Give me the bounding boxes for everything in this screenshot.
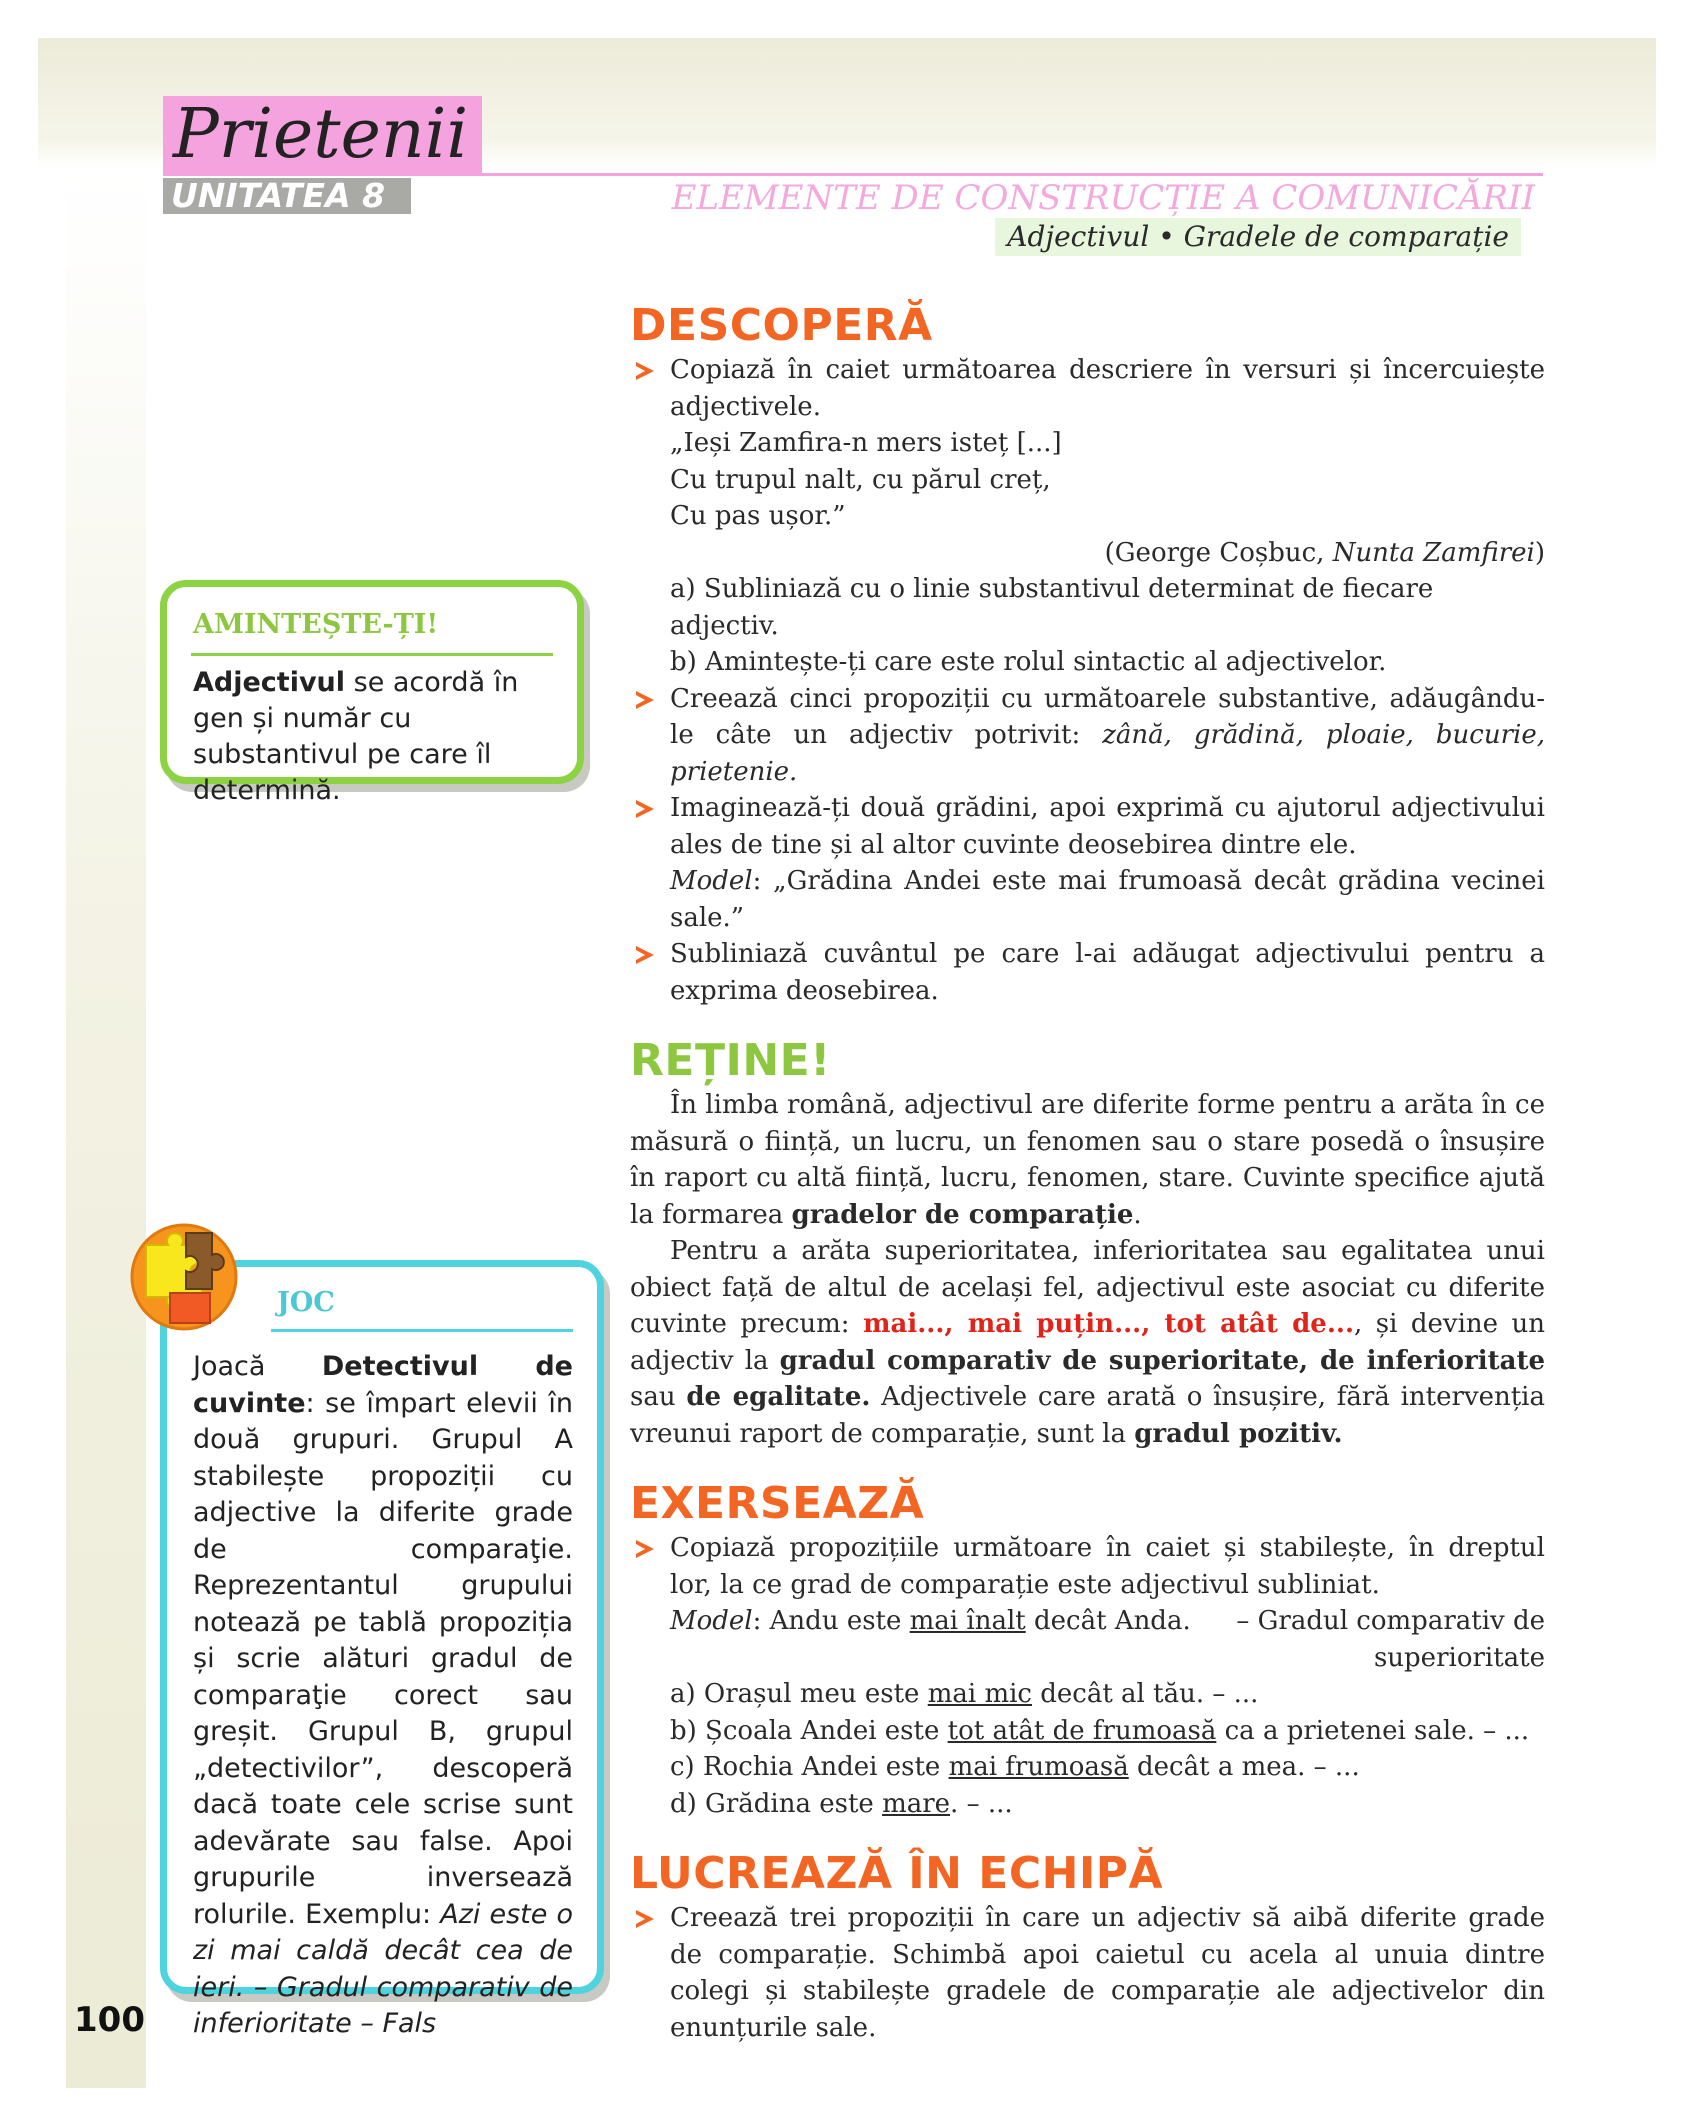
heading-exerseaza: EXERSEAZĂ	[630, 1478, 925, 1529]
game-box	[160, 1260, 604, 2039]
game-bold: Detectivul de cuvinte	[193, 1351, 573, 1419]
heading-echipa: LUCREAZĂ ÎN ECHIPĂ	[630, 1848, 1164, 1899]
exercise-a	[630, 1676, 1545, 1713]
heading-descopera: DESCOPERĂ	[630, 300, 933, 351]
model-post: decât Anda.	[1025, 1606, 1191, 1636]
retine-p2-bold1: gradul comparativ de superioritate, de inferioritate	[779, 1345, 1545, 1376]
descopera-item-2	[630, 681, 1545, 791]
model-pre: : Andu este	[752, 1606, 910, 1636]
verse-line-3: Cu pas ușor.”	[670, 501, 846, 531]
remember-box-title: AMINTEȘTE-ȚI!	[193, 609, 439, 640]
verse-source	[630, 535, 1545, 572]
retine-p1: În limba română, adjectivul are diferite forme pentru a arăta în ce măsură o ființă, un lucru, un fenomen sau o stare posedă o însușire în raport cu altă ființă, lucru, fenomen, stare. Cuvinte specifice ajută la formarea	[630, 1090, 1545, 1230]
remember-box-text: se acordă în gen și număr cu substantivul pe care îl determină.	[193, 667, 519, 806]
descopera-item-3: Imaginează-ți două grădini, apoi exprimă cu ajutorul adjectivului ales de tine și al altor cuvinte deosebirea dintre ele.	[630, 790, 1545, 863]
model-answer-1: – Gradul comparativ de	[1236, 1606, 1545, 1636]
echipa-item-1: Creează trei propoziții în care un adjectiv să aibă diferite grade de comparație. Schimbă apoi caietul cu acela al unuia dintre colegi și stabilește gradele de comparație ale adjectivelor din enunțurile sale.	[630, 1900, 1545, 2046]
remember-box-rule	[191, 653, 553, 656]
ex-a-post: decât al tău. – ...	[1031, 1679, 1259, 1709]
exerseaza-model-label: Model	[670, 1606, 753, 1636]
ex-c-post: decât a mea. – ...	[1128, 1752, 1360, 1782]
retine-paragraph-2	[630, 1233, 1545, 1452]
descopera-sub-b: b) Amintește-ți care este rolul sintactic al adjectivelor.	[670, 647, 1387, 677]
verse-line-1: „Ieși Zamfira-n mers isteț [...]	[670, 428, 1062, 458]
ex-d-pre: d) Grădina este	[670, 1788, 883, 1819]
ex-c-pre: c) Rochia Andei este	[670, 1752, 949, 1782]
model-answer-2: superioritate	[1373, 1642, 1545, 1673]
source-author: (George Coșbuc,	[1104, 537, 1333, 568]
section-subtitle: Adjectivul • Gradele de comparație	[995, 218, 1521, 256]
source-title: Nunta Zamfirei	[1332, 537, 1535, 568]
main-content	[630, 300, 1545, 2046]
ex-b-post: ca a prietenei sale. – ...	[1216, 1715, 1530, 1746]
unit-label: UNITATEA 8	[163, 178, 411, 214]
unit-title: Prietenii	[163, 96, 482, 174]
descopera-sub-a: a) Subliniază cu o linie substantivul determinat de fiecare adjectiv.	[670, 574, 1434, 641]
exercise-d	[630, 1786, 1545, 1823]
model-label: Model	[670, 866, 753, 896]
exercise-b	[630, 1713, 1545, 1750]
source-end: )	[1534, 537, 1545, 568]
retine-p1-end: .	[1133, 1199, 1142, 1230]
remember-box	[160, 580, 584, 806]
retine-p2-bold2: de egalitate.	[686, 1382, 871, 1412]
model-text: : „Grădina Andei este mai frumoasă decât grădina vecinei sale.”	[670, 866, 1545, 933]
ex-d-underlined: mare	[882, 1788, 951, 1819]
exercise-c	[630, 1749, 1545, 1786]
item-2-words: zână, grădină, ploaie, bucurie, prietenie.	[670, 720, 1545, 787]
retine-p2a: Pentru a arăta superioritatea, inferioritatea sau egalitatea unui obiect față de altul de același fel, adjectivul este asociat cu diferite cuvinte precum:	[630, 1236, 1545, 1339]
retine-p2c: sau	[630, 1382, 687, 1412]
page-number: 100	[74, 2000, 145, 2040]
ex-a-underlined: mai mic	[927, 1679, 1032, 1709]
descopera-model	[630, 863, 1545, 936]
exerseaza-item-1: Copiază propozițiile următoare în caiet și stabilește, în dreptul lor, la ce grad de comparație este adjectivul subliniat.	[630, 1530, 1545, 1603]
ex-b-pre: b) Școala Andei este	[670, 1715, 948, 1746]
game-text-2: : se împart elevii în două grupuri. Grupul A stabilește propoziții cu adjective la diferite grade de comparaţie. Reprezentantul grupului notează pe tablă propoziția și scrie alături gradul de comparaţie corect sau greșit. Grupul B, grupul „detectivilor”, descoperă dacă toate cele scrise sunt adevărate sau false. Apoi grupurile inversează rolurile. Exemplu:	[193, 1387, 573, 1930]
verse-line-2: Cu trupul nalt, cu părul creț,	[670, 464, 1051, 495]
exerseaza-model	[630, 1603, 1545, 1676]
game-box-body	[193, 1349, 573, 2043]
ex-a-pre: a) Orașul meu este	[670, 1679, 928, 1709]
ex-c-underlined: mai frumoasă	[948, 1752, 1129, 1782]
item-2-text: Creează cinci propoziții cu următoarele substantive, adăugându-le câte un adjectiv potrivit:	[670, 683, 1545, 750]
remember-box-bold: Adjectivul	[193, 667, 346, 698]
game-box-title: JOC	[277, 1287, 335, 1318]
game-box-rule	[271, 1329, 573, 1332]
game-example: Azi este o zi mai caldă decât cea de ieri. – Gradul comparativ de inferioritate – Fals	[193, 1898, 573, 2039]
remember-box-body	[193, 665, 557, 809]
retine-p2-red: mai..., mai puțin..., tot atât de...	[863, 1309, 1355, 1339]
model-underlined: mai înalt	[909, 1606, 1026, 1636]
game-text-1: Joacă	[193, 1351, 322, 1382]
retine-p1-bold: gradelor de comparație	[791, 1199, 1134, 1230]
puzzle-icon	[126, 1215, 246, 1335]
ex-d-post: . – ...	[950, 1788, 1013, 1819]
retine-p2b: , și devine un adjectiv la	[630, 1309, 1546, 1376]
retine-p2d: Adjectivele care arată o însușire, fără intervenția vreunui raport de comparație, sunt la	[630, 1382, 1545, 1449]
retine-paragraph-1	[630, 1087, 1545, 1233]
descopera-item-4: Subliniază cuvântul pe care l-ai adăugat adjectivului pentru a exprima deosebirea.	[630, 936, 1545, 1009]
descopera-item-1: Copiază în caiet următoarea descriere în versuri și încercuiește adjectivele.	[630, 352, 1545, 425]
left-margin-strip	[66, 168, 146, 2088]
heading-retine: REȚINE!	[630, 1035, 831, 1086]
retine-p2-bold3: gradul pozitiv.	[1134, 1418, 1343, 1449]
section-kicker: ELEMENTE DE CONSTRUCȚIE A COMUNICĂRII	[671, 178, 1535, 218]
ex-b-underlined: tot atât de frumoasă	[947, 1715, 1217, 1746]
